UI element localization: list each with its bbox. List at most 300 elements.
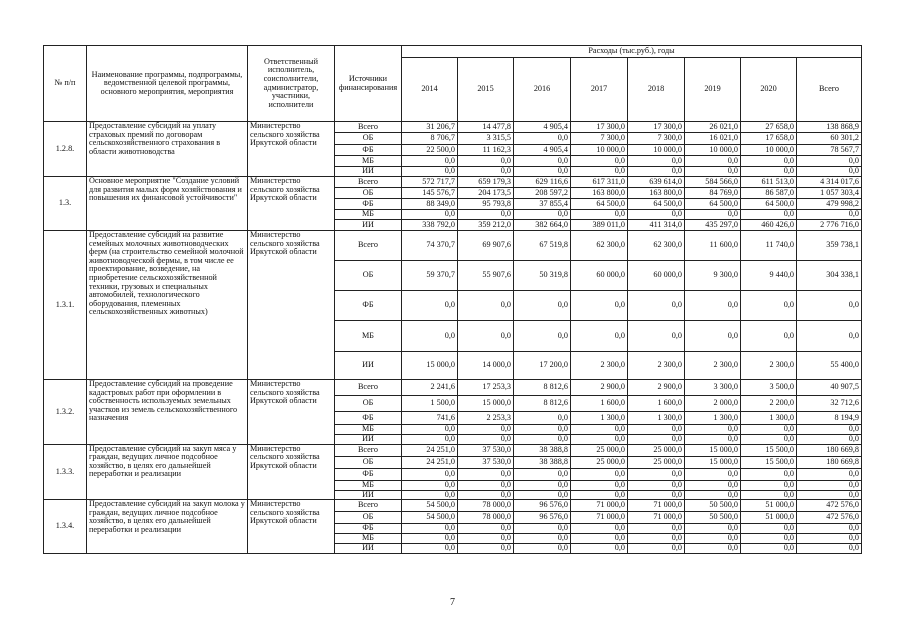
total-cell: 1 057 303,4 (797, 188, 862, 199)
value-cell: 359 212,0 (458, 220, 514, 231)
value-cell: 0,0 (571, 210, 628, 220)
value-cell: 0,0 (514, 167, 571, 177)
value-cell: 0,0 (571, 468, 628, 480)
value-cell: 62 300,0 (571, 231, 628, 261)
value-cell: 0,0 (402, 490, 458, 500)
value-cell: 0,0 (685, 490, 741, 500)
header-year: 2014 (402, 58, 458, 122)
total-cell: 55 400,0 (797, 352, 862, 380)
funding-source: Всего (335, 122, 402, 133)
value-cell: 14 000,0 (458, 352, 514, 380)
value-cell: 8 812,6 (514, 380, 571, 396)
total-cell: 40 907,5 (797, 380, 862, 396)
funding-source: ИИ (335, 352, 402, 380)
value-cell: 0,0 (741, 425, 797, 435)
item-name: Основное мероприятие "Создание условий для развития малых форм хозяйствования и повышения их финансовой устойчивости" (87, 177, 248, 231)
value-cell: 0,0 (741, 534, 797, 544)
funding-source: Всего (335, 500, 402, 512)
value-cell: 15 500,0 (741, 456, 797, 468)
value-cell: 163 800,0 (571, 188, 628, 199)
value-cell: 1 600,0 (628, 396, 685, 412)
value-cell: 31 206,7 (402, 122, 458, 133)
funding-source: ОБ (335, 512, 402, 524)
value-cell: 51 000,0 (741, 500, 797, 512)
total-cell: 472 576,0 (797, 500, 862, 512)
value-cell: 3 300,0 (685, 380, 741, 396)
header-total: Всего (797, 58, 862, 122)
value-cell: 50 319,8 (514, 261, 571, 291)
value-cell: 0,0 (514, 490, 571, 500)
value-cell: 0,0 (402, 321, 458, 352)
value-cell: 74 370,7 (402, 231, 458, 261)
value-cell: 0,0 (571, 480, 628, 490)
value-cell: 411 314,0 (628, 220, 685, 231)
value-cell: 659 179,3 (458, 177, 514, 188)
total-cell: 0,0 (797, 468, 862, 480)
value-cell: 64 500,0 (571, 199, 628, 210)
value-cell: 69 907,6 (458, 231, 514, 261)
value-cell: 208 597,2 (514, 188, 571, 199)
total-cell: 0,0 (797, 321, 862, 352)
value-cell: 0,0 (571, 425, 628, 435)
funding-source: МБ (335, 425, 402, 435)
value-cell: 78 000,0 (458, 512, 514, 524)
table-row (44, 231, 862, 261)
total-cell: 78 567,7 (797, 145, 862, 156)
value-cell: 0,0 (628, 435, 685, 445)
value-cell: 0,0 (402, 210, 458, 220)
funding-source: ОБ (335, 188, 402, 199)
value-cell: 14 477,8 (458, 122, 514, 133)
value-cell: 38 388,8 (514, 444, 571, 456)
value-cell: 0,0 (628, 167, 685, 177)
funding-source: Всего (335, 380, 402, 396)
value-cell: 617 311,0 (571, 177, 628, 188)
funding-source: ФБ (335, 468, 402, 480)
total-cell: 0,0 (797, 156, 862, 167)
value-cell: 64 500,0 (741, 199, 797, 210)
value-cell: 15 000,0 (685, 444, 741, 456)
value-cell: 611 513,0 (741, 177, 797, 188)
value-cell: 78 000,0 (458, 500, 514, 512)
value-cell: 0,0 (685, 156, 741, 167)
value-cell: 0,0 (514, 534, 571, 544)
funding-source: ФБ (335, 291, 402, 321)
funding-source: ОБ (335, 261, 402, 291)
total-cell: 479 998,2 (797, 199, 862, 210)
value-cell: 15 000,0 (685, 456, 741, 468)
value-cell: 62 300,0 (628, 231, 685, 261)
value-cell: 145 576,7 (402, 188, 458, 199)
item-executor: Министерство сельского хозяйства Иркутской области (248, 380, 335, 445)
value-cell: 0,0 (685, 425, 741, 435)
value-cell: 389 011,0 (571, 220, 628, 231)
value-cell: 0,0 (628, 468, 685, 480)
value-cell: 10 000,0 (685, 145, 741, 156)
value-cell: 7 300,0 (571, 133, 628, 145)
value-cell: 0,0 (514, 425, 571, 435)
total-cell: 0,0 (797, 167, 862, 177)
value-cell: 22 500,0 (402, 145, 458, 156)
value-cell: 25 000,0 (571, 456, 628, 468)
total-cell: 32 712,6 (797, 396, 862, 412)
header-year: 2016 (514, 58, 571, 122)
value-cell: 0,0 (402, 156, 458, 167)
item-code: 1.3.2. (44, 380, 87, 445)
value-cell: 0,0 (514, 156, 571, 167)
value-cell: 15 500,0 (741, 444, 797, 456)
value-cell: 2 900,0 (628, 380, 685, 396)
value-cell: 2 000,0 (685, 396, 741, 412)
funding-source: ФБ (335, 412, 402, 425)
value-cell: 59 370,7 (402, 261, 458, 291)
total-cell: 0,0 (797, 480, 862, 490)
total-cell: 180 669,8 (797, 456, 862, 468)
value-cell: 0,0 (741, 480, 797, 490)
total-cell: 0,0 (797, 544, 862, 554)
value-cell: 0,0 (628, 321, 685, 352)
value-cell: 0,0 (628, 210, 685, 220)
value-cell: 50 500,0 (685, 512, 741, 524)
value-cell: 0,0 (571, 167, 628, 177)
value-cell: 0,0 (685, 210, 741, 220)
value-cell: 0,0 (571, 291, 628, 321)
value-cell: 0,0 (741, 524, 797, 534)
value-cell: 584 566,0 (685, 177, 741, 188)
value-cell: 2 300,0 (685, 352, 741, 380)
value-cell: 0,0 (628, 480, 685, 490)
value-cell: 64 500,0 (628, 199, 685, 210)
value-cell: 0,0 (571, 435, 628, 445)
value-cell: 0,0 (571, 490, 628, 500)
value-cell: 71 000,0 (628, 500, 685, 512)
value-cell: 0,0 (402, 524, 458, 534)
value-cell: 0,0 (741, 435, 797, 445)
value-cell: 460 426,0 (741, 220, 797, 231)
value-cell: 0,0 (458, 167, 514, 177)
header-executor: Ответственный исполнитель, соисполнители, администратор, участники, исполнители (248, 46, 335, 122)
value-cell: 60 000,0 (571, 261, 628, 291)
value-cell: 11 600,0 (685, 231, 741, 261)
item-name: Предоставление субсидий на развитие семейных молочных животноводческих ферм (на строительство семейной молочной животноводческой фермы, в том числе ее проектирование, возведение, на приобретение сельскохозяйственной техники, грузовых и специальных автомобилей, технологического оборудования, племенных сельскохозяйственных животных) (87, 231, 248, 380)
total-cell: 0,0 (797, 210, 862, 220)
value-cell: 7 300,0 (628, 133, 685, 145)
value-cell: 629 116,6 (514, 177, 571, 188)
value-cell: 0,0 (458, 480, 514, 490)
value-cell: 0,0 (458, 435, 514, 445)
value-cell: 338 792,0 (402, 220, 458, 231)
total-cell: 0,0 (797, 435, 862, 445)
total-cell: 180 669,8 (797, 444, 862, 456)
value-cell: 0,0 (628, 534, 685, 544)
value-cell: 26 021,0 (685, 122, 741, 133)
value-cell: 3 500,0 (741, 380, 797, 396)
value-cell: 67 519,8 (514, 231, 571, 261)
header-year: 2019 (685, 58, 741, 122)
header-expenses: Расходы (тыс.руб.), годы (402, 46, 862, 58)
funding-source: Всего (335, 231, 402, 261)
value-cell: 0,0 (741, 468, 797, 480)
value-cell: 1 600,0 (571, 396, 628, 412)
value-cell: 1 500,0 (402, 396, 458, 412)
funding-source: МБ (335, 534, 402, 544)
value-cell: 4 905,4 (514, 122, 571, 133)
item-executor: Министерство сельского хозяйства Иркутской области (248, 500, 335, 554)
value-cell: 25 000,0 (628, 456, 685, 468)
total-cell: 0,0 (797, 291, 862, 321)
header-source: Источники финансирования (335, 46, 402, 122)
value-cell: 2 253,3 (458, 412, 514, 425)
item-code: 1.3.4. (44, 500, 87, 554)
value-cell: 86 587,0 (741, 188, 797, 199)
value-cell: 435 297,0 (685, 220, 741, 231)
total-cell: 4 314 017,6 (797, 177, 862, 188)
value-cell: 27 658,0 (741, 122, 797, 133)
header-year: 2017 (571, 58, 628, 122)
value-cell: 96 576,0 (514, 512, 571, 524)
item-executor: Министерство сельского хозяйства Иркутской области (248, 231, 335, 380)
value-cell: 0,0 (514, 524, 571, 534)
funding-source: ФБ (335, 524, 402, 534)
value-cell: 0,0 (402, 468, 458, 480)
funding-source: ИИ (335, 220, 402, 231)
header-name: Наименование программы, подпрограммы, ведомственной целевой программы, основного мероприятия, мероприятия (87, 46, 248, 122)
value-cell: 0,0 (514, 210, 571, 220)
total-cell: 304 338,1 (797, 261, 862, 291)
value-cell: 0,0 (458, 490, 514, 500)
value-cell: 0,0 (514, 544, 571, 554)
value-cell: 382 664,0 (514, 220, 571, 231)
table-row (44, 500, 862, 512)
item-executor: Министерство сельского хозяйства Иркутской области (248, 122, 335, 177)
value-cell: 639 614,0 (628, 177, 685, 188)
funding-source: ФБ (335, 199, 402, 210)
value-cell: 2 900,0 (571, 380, 628, 396)
funding-source: МБ (335, 156, 402, 167)
funding-source: ОБ (335, 396, 402, 412)
value-cell: 64 500,0 (685, 199, 741, 210)
value-cell: 9 440,0 (741, 261, 797, 291)
value-cell: 0,0 (685, 321, 741, 352)
total-cell: 0,0 (797, 524, 862, 534)
value-cell: 10 000,0 (628, 145, 685, 156)
value-cell: 1 300,0 (685, 412, 741, 425)
header-year: 2015 (458, 58, 514, 122)
value-cell: 0,0 (741, 156, 797, 167)
funding-source: ИИ (335, 435, 402, 445)
value-cell: 0,0 (514, 412, 571, 425)
item-name: Предоставление субсидий на уплату страховых премий по договорам сельскохозяйственного страхования в области животноводства (87, 122, 248, 177)
value-cell: 0,0 (458, 425, 514, 435)
value-cell: 0,0 (458, 468, 514, 480)
value-cell: 84 769,0 (685, 188, 741, 199)
value-cell: 37 530,0 (458, 456, 514, 468)
item-name: Предоставление субсидий на проведение кадастровых работ при оформлении в собственность используемых земельных участков из земель сельскохозяйственного назначения (87, 380, 248, 445)
value-cell: 204 173,5 (458, 188, 514, 199)
total-cell: 472 576,0 (797, 512, 862, 524)
value-cell: 17 300,0 (628, 122, 685, 133)
value-cell: 0,0 (685, 291, 741, 321)
item-executor: Министерство сельского хозяйства Иркутской области (248, 444, 335, 500)
table-row (44, 380, 862, 396)
item-code: 1.3. (44, 177, 87, 231)
value-cell: 4 905,4 (514, 145, 571, 156)
value-cell: 9 300,0 (685, 261, 741, 291)
value-cell: 10 000,0 (571, 145, 628, 156)
item-executor: Министерство сельского хозяйства Иркутской области (248, 177, 335, 231)
value-cell: 24 251,0 (402, 456, 458, 468)
funding-source: ОБ (335, 133, 402, 145)
value-cell: 0,0 (402, 480, 458, 490)
value-cell: 88 349,0 (402, 199, 458, 210)
value-cell: 0,0 (571, 156, 628, 167)
value-cell: 0,0 (741, 291, 797, 321)
value-cell: 10 000,0 (741, 145, 797, 156)
total-cell: 0,0 (797, 490, 862, 500)
value-cell: 15 000,0 (458, 396, 514, 412)
funding-source: Всего (335, 444, 402, 456)
funding-source: ИИ (335, 490, 402, 500)
value-cell: 0,0 (741, 167, 797, 177)
value-cell: 0,0 (685, 524, 741, 534)
value-cell: 0,0 (402, 435, 458, 445)
value-cell: 0,0 (628, 490, 685, 500)
value-cell: 0,0 (741, 544, 797, 554)
value-cell: 0,0 (514, 291, 571, 321)
value-cell: 0,0 (458, 321, 514, 352)
page-number: 7 (450, 597, 455, 608)
total-cell: 138 868,9 (797, 122, 862, 133)
value-cell: 0,0 (514, 133, 571, 145)
value-cell: 0,0 (458, 156, 514, 167)
funding-source: ИИ (335, 544, 402, 554)
value-cell: 741,6 (402, 412, 458, 425)
total-cell: 359 738,1 (797, 231, 862, 261)
item-name: Предоставление субсидий на закуп молока у граждан, ведущих личное подсобное хозяйство, в целях его дальнейшей переработки и реализации (87, 500, 248, 554)
value-cell: 572 717,7 (402, 177, 458, 188)
value-cell: 0,0 (628, 524, 685, 534)
value-cell: 1 300,0 (571, 412, 628, 425)
table-row (44, 122, 862, 133)
value-cell: 25 000,0 (628, 444, 685, 456)
value-cell: 71 000,0 (571, 500, 628, 512)
value-cell: 0,0 (741, 210, 797, 220)
funding-source: МБ (335, 480, 402, 490)
value-cell: 1 300,0 (741, 412, 797, 425)
value-cell: 54 500,0 (402, 500, 458, 512)
value-cell: 71 000,0 (628, 512, 685, 524)
header-no: № п/п (44, 46, 87, 122)
value-cell: 0,0 (402, 534, 458, 544)
value-cell: 0,0 (628, 291, 685, 321)
value-cell: 0,0 (571, 534, 628, 544)
value-cell: 60 000,0 (628, 261, 685, 291)
value-cell: 24 251,0 (402, 444, 458, 456)
value-cell: 0,0 (741, 490, 797, 500)
item-code: 1.3.3. (44, 444, 87, 500)
value-cell: 0,0 (628, 156, 685, 167)
value-cell: 95 793,8 (458, 199, 514, 210)
value-cell: 11 162,3 (458, 145, 514, 156)
value-cell: 0,0 (628, 544, 685, 554)
total-cell: 0,0 (797, 425, 862, 435)
value-cell: 0,0 (458, 544, 514, 554)
value-cell: 2 300,0 (571, 352, 628, 380)
value-cell: 0,0 (402, 167, 458, 177)
value-cell: 15 000,0 (402, 352, 458, 380)
funding-source: ИИ (335, 167, 402, 177)
item-name: Предоставление субсидий на закуп мяса у граждан, ведущих личное подсобное хозяйство, в целях его дальнейшей переработки и реализации (87, 444, 248, 500)
value-cell: 51 000,0 (741, 512, 797, 524)
value-cell: 37 530,0 (458, 444, 514, 456)
value-cell: 11 740,0 (741, 231, 797, 261)
value-cell: 0,0 (571, 524, 628, 534)
value-cell: 37 855,4 (514, 199, 571, 210)
header-year: 2018 (628, 58, 685, 122)
value-cell: 50 500,0 (685, 500, 741, 512)
value-cell: 55 907,6 (458, 261, 514, 291)
value-cell: 0,0 (458, 291, 514, 321)
value-cell: 0,0 (402, 425, 458, 435)
value-cell: 0,0 (514, 480, 571, 490)
value-cell: 38 388,8 (514, 456, 571, 468)
value-cell: 0,0 (402, 291, 458, 321)
total-cell: 2 776 716,0 (797, 220, 862, 231)
value-cell: 17 658,0 (741, 133, 797, 145)
value-cell: 0,0 (458, 534, 514, 544)
value-cell: 54 500,0 (402, 512, 458, 524)
value-cell: 25 000,0 (571, 444, 628, 456)
funding-source: ФБ (335, 145, 402, 156)
funding-source: МБ (335, 321, 402, 352)
value-cell: 96 576,0 (514, 500, 571, 512)
value-cell: 0,0 (514, 468, 571, 480)
value-cell: 1 300,0 (628, 412, 685, 425)
value-cell: 2 300,0 (741, 352, 797, 380)
table-row (44, 177, 862, 188)
value-cell: 0,0 (685, 468, 741, 480)
value-cell: 0,0 (685, 167, 741, 177)
value-cell: 71 000,0 (571, 512, 628, 524)
value-cell: 17 253,3 (458, 380, 514, 396)
value-cell: 0,0 (458, 210, 514, 220)
item-code: 1.3.1. (44, 231, 87, 380)
table-row (44, 444, 862, 456)
total-cell: 60 301,2 (797, 133, 862, 145)
value-cell: 0,0 (514, 435, 571, 445)
value-cell: 8 812,6 (514, 396, 571, 412)
value-cell: 0,0 (685, 534, 741, 544)
value-cell: 0,0 (571, 321, 628, 352)
value-cell: 163 800,0 (628, 188, 685, 199)
financing-table (43, 45, 862, 554)
value-cell: 0,0 (628, 425, 685, 435)
value-cell: 3 315,5 (458, 133, 514, 145)
funding-source: МБ (335, 210, 402, 220)
value-cell: 0,0 (685, 544, 741, 554)
funding-source: ОБ (335, 456, 402, 468)
total-cell: 8 194,9 (797, 412, 862, 425)
value-cell: 0,0 (741, 321, 797, 352)
value-cell: 2 241,6 (402, 380, 458, 396)
header-year: 2020 (741, 58, 797, 122)
value-cell: 17 200,0 (514, 352, 571, 380)
value-cell: 0,0 (514, 321, 571, 352)
value-cell: 0,0 (571, 544, 628, 554)
value-cell: 17 300,0 (571, 122, 628, 133)
value-cell: 0,0 (685, 480, 741, 490)
item-code: 1.2.8. (44, 122, 87, 177)
